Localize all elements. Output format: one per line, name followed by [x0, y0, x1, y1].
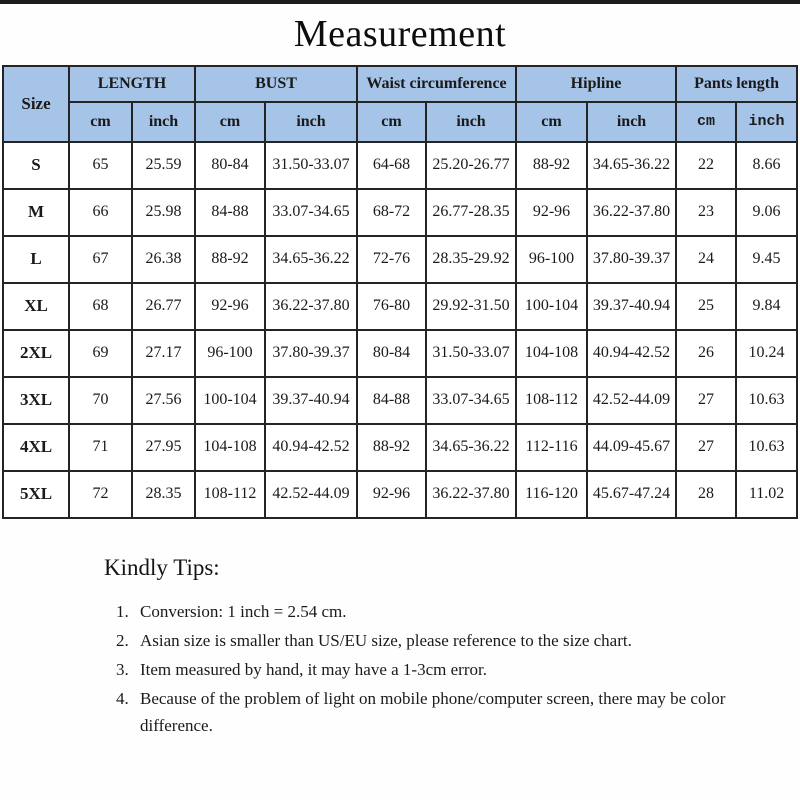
tip-item [116, 656, 800, 683]
measurement-cell: 34.65-36.22 [426, 424, 516, 471]
measurement-cell: 31.50-33.07 [265, 142, 357, 189]
pants-length-group-header: Pants length [676, 66, 797, 102]
measurement-cell: 10.63 [736, 377, 797, 424]
waist-cm-header: cm [357, 102, 426, 142]
measurement-table [2, 65, 798, 519]
length-cm-header: cm [69, 102, 132, 142]
measurement-cell: 28 [676, 471, 736, 518]
bust-inch-header: inch [265, 102, 357, 142]
waist-group-header: Waist circumference [357, 66, 516, 102]
measurement-cell: 36.22-37.80 [426, 471, 516, 518]
measurement-cell: 34.65-36.22 [265, 236, 357, 283]
table-row [3, 142, 797, 189]
measurement-cell: 10.24 [736, 330, 797, 377]
top-border-line [0, 0, 800, 4]
tip-item [116, 685, 800, 739]
measurement-cell: 23 [676, 189, 736, 236]
measurement-cell: 88-92 [357, 424, 426, 471]
measurement-cell: 28.35-29.92 [426, 236, 516, 283]
measurement-cell: 104-108 [516, 330, 587, 377]
table-row [3, 236, 797, 283]
measurement-cell: 33.07-34.65 [265, 189, 357, 236]
measurement-cell: 92-96 [357, 471, 426, 518]
measurement-cell: 29.92-31.50 [426, 283, 516, 330]
measurement-cell: 68-72 [357, 189, 426, 236]
measurement-cell: 45.67-47.24 [587, 471, 676, 518]
length-group-header: LENGTH [69, 66, 195, 102]
measurement-cell: 40.94-42.52 [587, 330, 676, 377]
measurement-cell: 25.20-26.77 [426, 142, 516, 189]
measurement-cell: 116-120 [516, 471, 587, 518]
measurement-cell: 88-92 [516, 142, 587, 189]
tip-number: 3. [116, 659, 129, 679]
size-label: XL [3, 283, 69, 330]
tips-list [104, 598, 800, 739]
measurement-cell: 108-112 [516, 377, 587, 424]
measurement-cell: 10.63 [736, 424, 797, 471]
measurement-cell: 67 [69, 236, 132, 283]
table-row [3, 377, 797, 424]
measurement-cell: 68 [69, 283, 132, 330]
table-row [3, 471, 797, 518]
measurement-cell: 88-92 [195, 236, 265, 283]
measurement-cell: 25.59 [132, 142, 195, 189]
table-row [3, 330, 797, 377]
measurement-cell: 8.66 [736, 142, 797, 189]
measurement-cell: 96-100 [516, 236, 587, 283]
measurement-cell: 40.94-42.52 [265, 424, 357, 471]
size-label: L [3, 236, 69, 283]
bust-cm-header: cm [195, 102, 265, 142]
measurement-cell: 69 [69, 330, 132, 377]
tip-item [116, 598, 800, 625]
header-unit-row [3, 102, 797, 142]
tip-number: 1. [116, 601, 129, 621]
pants-cm-header: cm [676, 102, 736, 142]
measurement-cell: 76-80 [357, 283, 426, 330]
measurement-cell: 100-104 [195, 377, 265, 424]
measurement-cell: 34.65-36.22 [587, 142, 676, 189]
measurement-cell: 25.98 [132, 189, 195, 236]
measurement-cell: 104-108 [195, 424, 265, 471]
tip-number: 2. [116, 630, 129, 650]
measurement-cell: 26.77 [132, 283, 195, 330]
tips-heading: Kindly Tips: [104, 554, 220, 580]
measurement-cell: 72 [69, 471, 132, 518]
bust-group-header: BUST [195, 66, 357, 102]
measurement-cell: 27.56 [132, 377, 195, 424]
measurement-cell: 36.22-37.80 [265, 283, 357, 330]
measurement-cell: 72-76 [357, 236, 426, 283]
table-row [3, 189, 797, 236]
tip-item [116, 627, 800, 654]
size-label: M [3, 189, 69, 236]
measurement-cell: 24 [676, 236, 736, 283]
measurement-cell: 100-104 [516, 283, 587, 330]
measurement-cell: 26.77-28.35 [426, 189, 516, 236]
length-inch-header: inch [132, 102, 195, 142]
table-row [3, 424, 797, 471]
waist-inch-header: inch [426, 102, 516, 142]
measurement-cell: 11.02 [736, 471, 797, 518]
measurement-cell: 36.22-37.80 [587, 189, 676, 236]
tip-text: Conversion: 1 inch = 2.54 cm. [140, 601, 347, 621]
measurement-cell: 80-84 [195, 142, 265, 189]
size-label: 3XL [3, 377, 69, 424]
measurement-cell: 22 [676, 142, 736, 189]
tip-text: Because of the problem of light on mobile phone/computer screen, there may be color difference. [140, 688, 726, 735]
measurement-cell: 31.50-33.07 [426, 330, 516, 377]
measurement-cell: 27.17 [132, 330, 195, 377]
page-title: Measurement [293, 13, 507, 55]
tip-text: Asian size is smaller than US/EU size, please reference to the size chart. [140, 630, 632, 650]
tip-text: Item measured by hand, it may have a 1-3cm error. [140, 659, 487, 679]
size-label: 2XL [3, 330, 69, 377]
size-label: S [3, 142, 69, 189]
measurement-cell: 80-84 [357, 330, 426, 377]
measurement-cell: 64-68 [357, 142, 426, 189]
measurement-cell: 42.52-44.09 [265, 471, 357, 518]
measurement-cell: 28.35 [132, 471, 195, 518]
measurement-cell: 84-88 [357, 377, 426, 424]
measurement-cell: 92-96 [516, 189, 587, 236]
measurement-cell: 71 [69, 424, 132, 471]
measurement-cell: 27 [676, 424, 736, 471]
size-label: 5XL [3, 471, 69, 518]
measurement-cell: 9.06 [736, 189, 797, 236]
pants-inch-header: inch [736, 102, 797, 142]
measurement-cell: 39.37-40.94 [587, 283, 676, 330]
measurement-cell: 108-112 [195, 471, 265, 518]
measurement-cell: 66 [69, 189, 132, 236]
measurement-cell: 37.80-39.37 [265, 330, 357, 377]
measurement-cell: 26.38 [132, 236, 195, 283]
table-header [3, 66, 797, 142]
measurement-cell: 27 [676, 377, 736, 424]
measurement-cell: 65 [69, 142, 132, 189]
size-label: 4XL [3, 424, 69, 471]
measurement-cell: 70 [69, 377, 132, 424]
hipline-group-header: Hipline [516, 66, 676, 102]
hipline-inch-header: inch [587, 102, 676, 142]
measurement-cell: 39.37-40.94 [265, 377, 357, 424]
size-table-body [3, 142, 797, 518]
measurement-cell: 37.80-39.37 [587, 236, 676, 283]
measurement-cell: 9.84 [736, 283, 797, 330]
measurement-cell: 25 [676, 283, 736, 330]
measurement-cell: 33.07-34.65 [426, 377, 516, 424]
header-group-row [3, 66, 797, 102]
measurement-cell: 84-88 [195, 189, 265, 236]
hipline-cm-header: cm [516, 102, 587, 142]
measurement-cell: 92-96 [195, 283, 265, 330]
kindly-tips-section [104, 555, 800, 739]
table-row [3, 283, 797, 330]
measurement-cell: 112-116 [516, 424, 587, 471]
tip-number: 4. [116, 688, 129, 708]
size-column-header: Size [3, 66, 69, 142]
measurement-cell: 9.45 [736, 236, 797, 283]
measurement-cell: 42.52-44.09 [587, 377, 676, 424]
measurement-cell: 96-100 [195, 330, 265, 377]
measurement-cell: 26 [676, 330, 736, 377]
measurement-cell: 27.95 [132, 424, 195, 471]
measurement-cell: 44.09-45.67 [587, 424, 676, 471]
